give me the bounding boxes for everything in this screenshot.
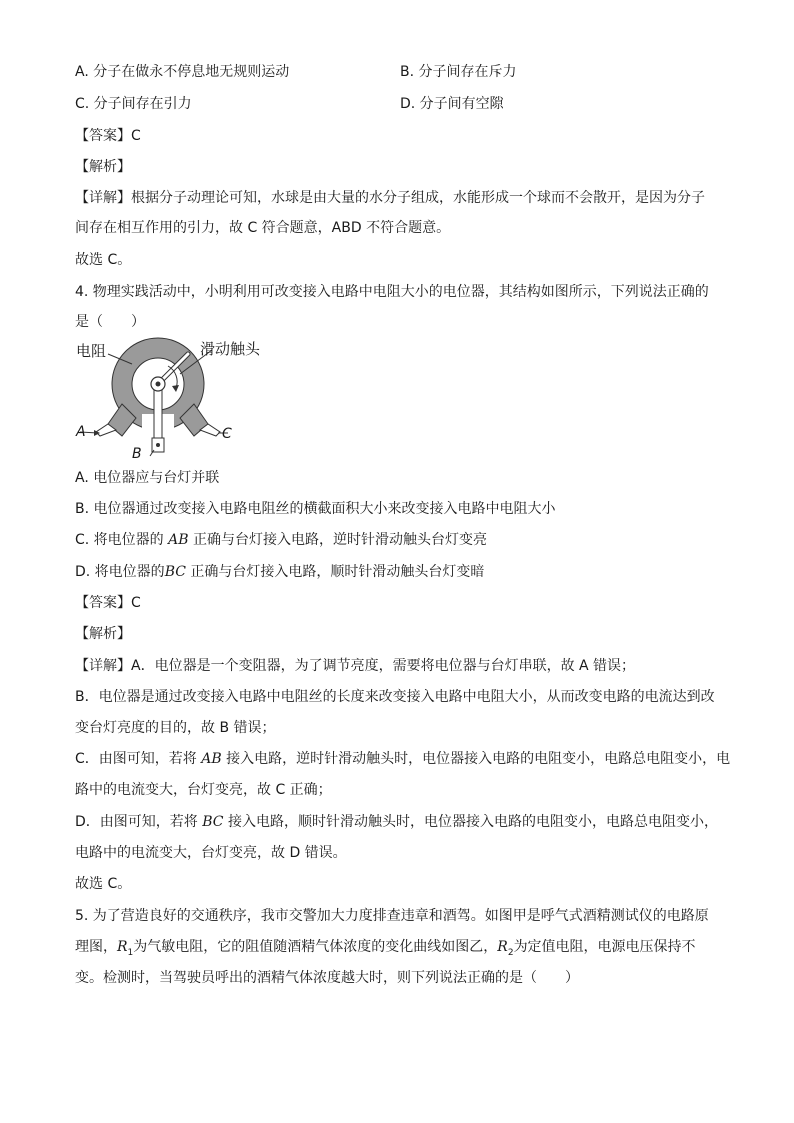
q4-detail-b-line-2: 变台灯亮度的目的，故 B 错误；: [75, 720, 276, 736]
q5-stem-line-2: 理图，$R_1$为气敏电阻，它的阻值随酒精气体浓度的变化曲线如图乙，$R_2$为定值电阻，电源电压保持不: [75, 939, 696, 958]
q3-option-a: A. 分子在做永不停息地无规则运动: [75, 64, 290, 80]
q4-conclusion: 故选 C。: [75, 876, 132, 892]
slider-label: 滑动触头: [200, 340, 261, 358]
q3-option-c: C. 分子间存在引力: [75, 96, 192, 112]
q4-option-c: C. 将电位器的 AB 正确与台灯接入电路，逆时针滑动触头台灯变亮: [75, 532, 487, 548]
terminal-c-label: C: [222, 426, 232, 442]
q3-detail-line-1: 【详解】根据分子动理论可知，水球是由大量的水分子组成，水能形成一个球而不会散开，是因为分子: [75, 190, 705, 206]
q3-analysis-heading: 【解析】: [75, 159, 131, 175]
q4-option-a: A. 电位器应与台灯并联: [75, 470, 220, 486]
q4-stem-line-2: 是（ ）: [75, 314, 145, 330]
q4-option-b: B. 电位器通过改变接入电路电阻丝的横截面积大小来改变接入电路中电阻大小: [75, 501, 556, 517]
q4-option-d: D. 将电位器的BC 正确与台灯接入电路，顺时针滑动触头台灯变暗: [75, 564, 485, 580]
q3-option-d: D. 分子间有空隙: [400, 96, 504, 112]
q4-detail-c-line-2: 路中的电流变大，台灯变亮，故 C 正确；: [75, 782, 332, 798]
q5-stem-line-1: 5. 为了营造良好的交通秩序，我市交警加大力度排查违章和酒驾。如图甲是呼气式酒精测试仪的电路原: [75, 908, 709, 924]
potentiometer-figure: [72, 332, 282, 462]
q4-stem-line-1: 4. 物理实践活动中，小明利用可改变接入电路中电阻大小的电位器，其结构如图所示，下列说法正确的: [75, 284, 709, 300]
q4-detail-c-line-1: C．由图可知，若将 AB 接入电路，逆时针滑动触头时，电位器接入电路的电阻变小，电路总电阻变小，电: [75, 751, 731, 767]
q4-answer: 【答案】C: [75, 595, 141, 611]
q5-stem-line-3: 变。检测时，当驾驶员呼出的酒精气体浓度越大时，则下列说法正确的是（ ）: [75, 970, 579, 986]
resistor-label: 电阻: [76, 342, 107, 360]
q3-conclusion: 故选 C。: [75, 252, 132, 268]
terminal-a-label: A: [76, 424, 86, 440]
q4-detail-d-line-1: D．由图可知，若将 BC 接入电路，顺时针滑动触头时，电位器接入电路的电阻变小，电路总电阻变小，: [75, 814, 718, 830]
q3-option-b: B. 分子间存在斥力: [400, 64, 517, 80]
q4-detail-a: 【详解】A．电位器是一个变阻器，为了调节亮度，需要将电位器与台灯串联，故 A 错误；: [75, 658, 636, 674]
q4-detail-d-line-2: 电路中的电流变大，台灯变亮，故 D 错误。: [75, 845, 347, 861]
q3-detail-line-2: 间存在相互作用的引力，故 C 符合题意，ABD 不符合题意。: [75, 220, 451, 236]
terminal-b-label: B: [132, 446, 142, 462]
q4-detail-b-line-1: B．电位器是通过改变接入电路中电阻丝的长度来改变接入电路中电阻大小，从而改变电路的电流达到改: [75, 689, 715, 705]
q3-answer: 【答案】C: [75, 128, 141, 144]
q4-analysis-heading: 【解析】: [75, 626, 131, 642]
